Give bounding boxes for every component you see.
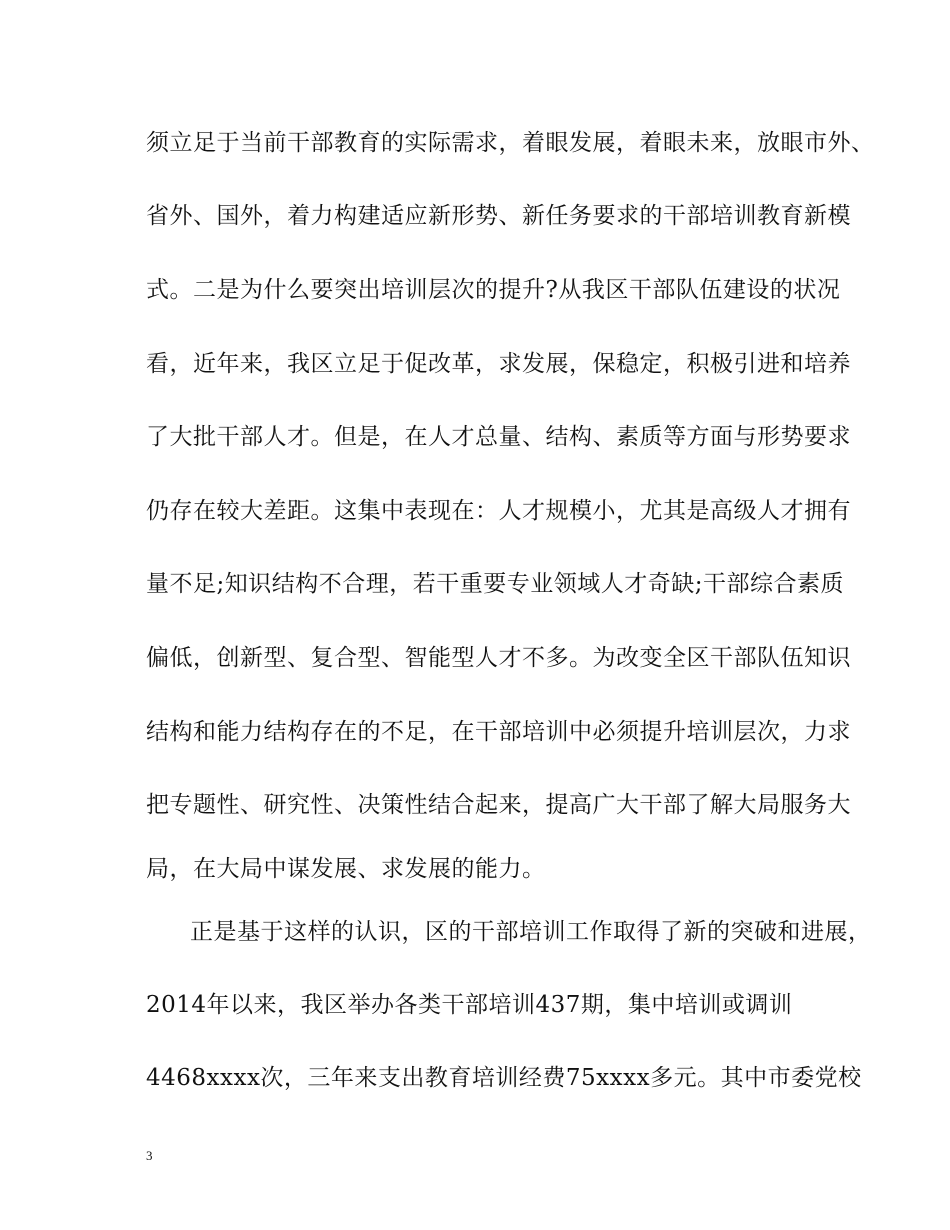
text-line-3: 式。二是为什么要突出培训层次的提升?从我区干部队伍建设的状况 (146, 277, 841, 303)
text-line-10: 把专题性、研究性、决策性结合起来，提高广大干部了解大局服务大 (146, 792, 851, 818)
text-line-14: 4468xxxx次，三年来支出教育培训经费75xxxx多元。其中市委党校 (146, 1065, 862, 1091)
text-line-2: 省外、国外，着力构建适应新形势、新任务要求的干部培训教育新模 (146, 203, 851, 229)
text-line-9: 结构和能力结构存在的不足，在干部培训中必须提升培训层次，力求 (146, 719, 851, 745)
text-line-4: 看，近年来，我区立足于促改革，求发展，保稳定，积极引进和培养 (146, 351, 851, 377)
paragraph-start-line: 正是基于这样的认识，区的干部培训工作取得了新的突破和进展， (190, 919, 872, 945)
text-line-5: 了大批干部人才。但是，在人才总量、结构、素质等方面与形势要求 (146, 424, 851, 450)
text-line-11: 局，在大局中谋发展、求发展的能力。 (146, 856, 546, 882)
text-line-13: 2014年以来，我区举办各类干部培训437期，集中培训或调训 (146, 992, 793, 1018)
text-line-1: 须立足于当前干部教育的实际需求，着眼发展，着眼未来，放眼市外、 (146, 130, 875, 156)
text-line-8: 偏低，创新型、复合型、智能型人才不多。为改变全区干部队伍知识 (146, 645, 851, 671)
page-number: 3 (146, 1148, 153, 1163)
text-line-6: 仍存在较大差距。这集中表现在：人才规模小，尤其是高级人才拥有 (146, 498, 851, 524)
text-line-7: 量不足;知识结构不合理，若干重要专业领域人才奇缺;干部综合素质 (146, 571, 844, 597)
